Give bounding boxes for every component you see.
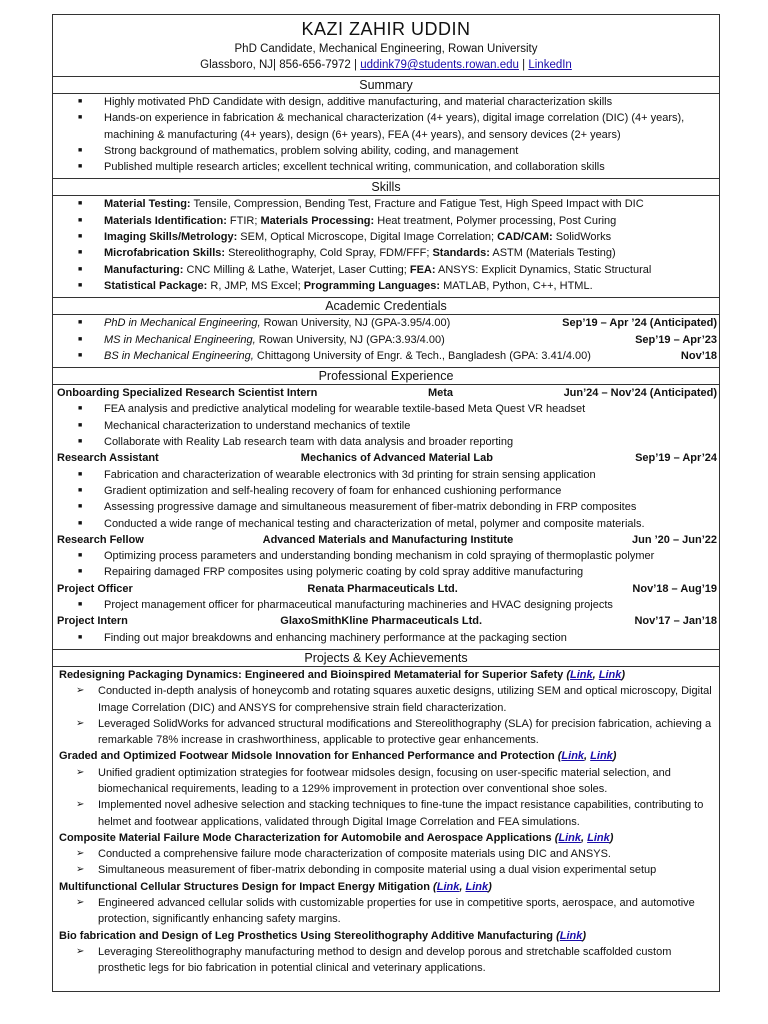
project-bullets — [53, 944, 719, 977]
project-title-text: Graded and Optimized Footwear Midsole Innovation for Enhanced Performance and Protection — [59, 750, 555, 763]
job-date: Jun ’20 – Jun’22 — [632, 533, 717, 546]
project-bullet: ➢ Simultaneous measurement of fiber-matrix debonding in composite material using a dual vision experimental setup — [76, 862, 719, 878]
skill-item — [78, 245, 719, 261]
project-link[interactable]: Link — [590, 750, 613, 763]
job-bullet: ■ FEA analysis and predictive analytical modeling for wearable textile-based Meta Quest VR headset — [78, 401, 719, 417]
resume-header — [53, 15, 719, 73]
credential-left — [104, 315, 450, 331]
job-org: Mechanics of Advanced Material Lab — [300, 452, 493, 465]
project-bullets — [53, 846, 719, 879]
project-title-text: Bio fabrication and Design of Leg Prosthetics Using Stereolithography Additive Manufacturing — [59, 929, 554, 942]
credential-left — [104, 348, 591, 364]
project-bullets — [53, 683, 719, 748]
skill-text: ANSYS: Explicit Dynamics, Static Structural — [435, 263, 652, 276]
skill-label: Manufacturing: — [104, 263, 184, 276]
credential-school: Chittagong University of Engr. & Tech., Bangladesh (GPA: 3.41/4.00) — [253, 349, 591, 362]
job-header — [53, 450, 719, 466]
project-bullet: ➢ Leveraging Stereolithography manufacturing method to design and develop porous and stretchable scaffolded custom prosthetic legs for bio fabrication in potential clinical and veterinary applications. — [76, 944, 719, 977]
job-bullet: ■ Optimizing process parameters and understanding bonding mechanism in cold spraying of thermoplastic polymer — [78, 548, 719, 564]
credential-date: Nov’18 — [680, 349, 717, 362]
job-org: Meta — [427, 387, 454, 400]
contact-line — [53, 57, 719, 73]
linkedin-link[interactable]: LinkedIn — [528, 59, 572, 71]
job-org: GlaxoSmithKline Pharmaceuticals Ltd. — [280, 615, 483, 628]
project-links: (Link, Link) — [554, 750, 617, 763]
job-org: Renata Pharmaceuticals Ltd. — [307, 582, 458, 595]
project-links: (Link, Link) — [563, 668, 626, 681]
job-bullet: ■ Conducted a wide range of mechanical testing and characterization of metal, polymer and composite materials. — [78, 516, 719, 532]
job-date: Nov’17 – Jan’18 — [634, 615, 717, 628]
skill-text: ASTM (Materials Testing) — [489, 247, 616, 260]
project-link[interactable]: Link — [598, 668, 622, 681]
credential-row — [104, 332, 719, 348]
credential-school: Rowan University, NJ (GPA-3.95/4.00) — [260, 317, 451, 330]
project-title — [53, 830, 719, 846]
job-bullet: ■ Repairing damaged FRP composites using polymeric coating by cold spray additive manufacturing — [78, 564, 719, 580]
job-bullet: ■ Gradient optimization and self-healing recovery of foam for enhanced cushioning performance — [78, 483, 719, 499]
skill-item — [78, 196, 719, 212]
credential-row — [104, 348, 719, 364]
project-link[interactable]: Link — [587, 831, 610, 844]
job-bullets — [53, 630, 719, 646]
experience-list — [53, 385, 719, 646]
email-link[interactable]: uddink79@students.rowan.edu — [360, 59, 519, 71]
project-bullets — [53, 895, 719, 928]
skill-text: MATLAB, Python, C++, HTML. — [440, 279, 593, 292]
job-date: Nov’18 – Aug’19 — [632, 582, 717, 595]
project-links: (Link, Link) — [551, 831, 614, 844]
project-link[interactable]: Link — [570, 668, 593, 681]
project-bullets — [53, 765, 719, 830]
project-title — [53, 667, 719, 683]
contact-prefix: Glassboro, NJ| 856-656-7972 | — [200, 59, 361, 71]
project-title-text: Multifunctional Cellular Structures Design for Impact Energy Mitigation — [59, 880, 430, 893]
skill-label: Materials Identification: — [104, 214, 227, 227]
skill-item — [78, 229, 719, 245]
skill-item — [78, 262, 719, 278]
credentials-heading: Academic Credentials — [53, 297, 719, 315]
project-link[interactable]: Link — [559, 929, 583, 942]
skill-label: Statistical Package: — [104, 279, 208, 292]
skills-list — [53, 196, 719, 294]
project-title — [53, 879, 719, 895]
projects-heading: Projects & Key Achievements — [53, 649, 719, 667]
credential-row — [104, 315, 719, 331]
project-bullet: ➢ Leveraged SolidWorks for advanced structural modifications and Stereolithography (SLA) for precision fabrication, achieving a remarkable 78% increase in crashworthiness, applicable to protective gear enhancements. — [76, 716, 719, 749]
job-bullet: ■ Fabrication and characterization of wearable electronics with 3d printing for strain sensing application — [78, 467, 719, 483]
credential-date: Sep’19 – Apr ’24 (Anticipated) — [562, 317, 717, 330]
project-links: (Link) — [553, 929, 587, 942]
job-bullets — [53, 467, 719, 532]
skill-label: Material Testing: — [104, 198, 191, 211]
skill-text: SolidWorks — [552, 231, 612, 244]
job-role: Onboarding Specialized Research Scientist Intern — [57, 387, 318, 400]
skill-text: CNC Milling & Lathe, Waterjet, Laser Cutting; — [183, 263, 410, 276]
job-bullet: ■ Project management officer for pharmaceutical manufacturing machineries and HVAC designing projects — [78, 597, 719, 613]
project-bullet: ➢ Implemented novel adhesive selection and stacking techniques to fine-tune the impact resistance capabilities, contributing to helmet and footwear applications, validated through Digital Image Correlation and FEA simulations. — [76, 797, 719, 830]
job-bullet: ■ Assessing progressive damage and simultaneous measurement of fiber-matrix debonding in FRP composites — [78, 499, 719, 515]
project-title — [53, 928, 719, 944]
skill-item — [78, 213, 719, 229]
summary-item: ■ Highly motivated PhD Candidate with design, additive manufacturing, and material characterization skills — [78, 94, 719, 110]
skill-text: SEM, Optical Microscope, Digital Image Correlation; — [237, 231, 498, 244]
project-bullet: ➢ Engineered advanced cellular solids with customizable properties for use in competitive sports, aerospace, and automotive protection, significantly enhancing safety margins. — [76, 895, 719, 928]
summary-item: ■ Hands-on experience in fabrication & mechanical characterization (4+ years), digital image correlation (DIC) (4+ years), machining & manufacturing (4+ years), design (6+ years), FEA (4+ years), and sensory devices (2+ years) — [78, 110, 719, 143]
job-header — [53, 532, 719, 548]
skill-text: Tensile, Compression, Bending Test, Fracture and Fatigue Test, High Speed Impact with DIC — [190, 198, 644, 211]
job-org: Advanced Materials and Manufacturing Institute — [262, 533, 514, 546]
project-links: (Link, Link) — [429, 880, 492, 893]
summary-list — [53, 94, 719, 175]
project-bullet: ➢ Unified gradient optimization strategies for footwear midsoles design, focusing on user-specific material selection, and biomechanical requirements, leading to a 129% improvement in protection over conventional shoe soles. — [76, 765, 719, 798]
job-bullet: ■ Finding out major breakdowns and enhancing machinery performance at the packaging section — [78, 630, 719, 646]
job-role: Research Assistant — [57, 452, 159, 465]
credential-item — [78, 348, 719, 364]
skill-label: Imaging Skills/Metrology: — [104, 231, 238, 244]
skill-text: R, JMP, MS Excel; — [207, 279, 304, 292]
job-date: Jun’24 – Nov’24 (Anticipated) — [563, 387, 717, 400]
project-link[interactable]: Link — [558, 831, 581, 844]
candidate-name: KAZI ZAHIR UDDIN — [301, 19, 471, 39]
job-date: Sep’19 – Apr’24 — [635, 452, 717, 465]
job-bullets — [53, 548, 719, 581]
job-header — [53, 581, 719, 597]
credential-degree: MS in Mechanical Engineering, — [104, 333, 256, 346]
skill-label: Programming Languages: — [303, 279, 441, 292]
job-role: Research Fellow — [57, 533, 144, 546]
job-header — [53, 613, 719, 629]
credential-degree: BS in Mechanical Engineering, — [104, 349, 254, 362]
project-link[interactable]: Link — [465, 880, 489, 893]
job-role: Project Officer — [57, 582, 133, 595]
skill-label: Microfabrication Skills: — [104, 247, 226, 260]
experience-heading: Professional Experience — [53, 367, 719, 385]
skill-label: Materials Processing: — [260, 214, 375, 227]
projects-list — [53, 667, 719, 977]
project-link[interactable]: Link — [436, 880, 460, 893]
resume-page — [52, 14, 720, 992]
skill-item — [78, 278, 719, 294]
candidate-subtitle: PhD Candidate, Mechanical Engineering, Rowan University — [234, 43, 538, 55]
credentials-list — [53, 315, 719, 364]
credential-date: Sep’19 – Apr’23 — [635, 333, 717, 346]
job-bullets — [53, 597, 719, 613]
skill-label: Standards: — [432, 247, 490, 260]
credential-degree: PhD in Mechanical Engineering, — [104, 317, 261, 330]
job-bullet: ■ Mechanical characterization to understand mechanics of textile — [78, 418, 719, 434]
project-link[interactable]: Link — [561, 750, 585, 763]
summary-heading: Summary — [53, 76, 719, 94]
job-header — [53, 385, 719, 401]
job-role: Project Intern — [57, 615, 128, 628]
skill-label: FEA: — [409, 263, 436, 276]
project-bullet: ➢ Conducted in-depth analysis of honeycomb and rotating squares auxetic designs, utilizing SEM and optical microscopy, Digital Image Correlation (DIC) and ANSYS for comprehensive strain field characterization. — [76, 683, 719, 716]
project-title-text: Redesigning Packaging Dynamics: Engineered and Bioinspired Metamaterial for Superior Safety — [59, 668, 564, 681]
skill-text: Heat treatment, Polymer processing, Post Curing — [374, 214, 617, 227]
credential-school: Rowan University, NJ (GPA:3.93/4.00) — [255, 333, 445, 346]
summary-item: ■ Published multiple research articles; excellent technical writing, communication, and collaboration skills — [78, 159, 719, 175]
skill-text: FTIR; — [226, 214, 261, 227]
skill-text: Stereolithography, Cold Spray, FDM/FFF; — [225, 247, 433, 260]
credential-item — [78, 315, 719, 331]
project-title-text: Composite Material Failure Mode Characterization for Automobile and Aerospace Applications — [59, 831, 552, 844]
job-bullet: ■ Collaborate with Reality Lab research team with data analysis and broader reporting — [78, 434, 719, 450]
project-bullet: ➢ Conducted a comprehensive failure mode characterization of composite materials using DIC and ANSYS. — [76, 846, 719, 862]
credential-left — [104, 332, 445, 348]
project-title — [53, 748, 719, 764]
job-bullets — [53, 401, 719, 450]
summary-item: ■ Strong background of mathematics, problem solving ability, coding, and management — [78, 143, 719, 159]
credential-item — [78, 332, 719, 348]
contact-separator: | — [518, 59, 529, 71]
skills-heading: Skills — [53, 178, 719, 196]
skill-label: CAD/CAM: — [497, 231, 553, 244]
